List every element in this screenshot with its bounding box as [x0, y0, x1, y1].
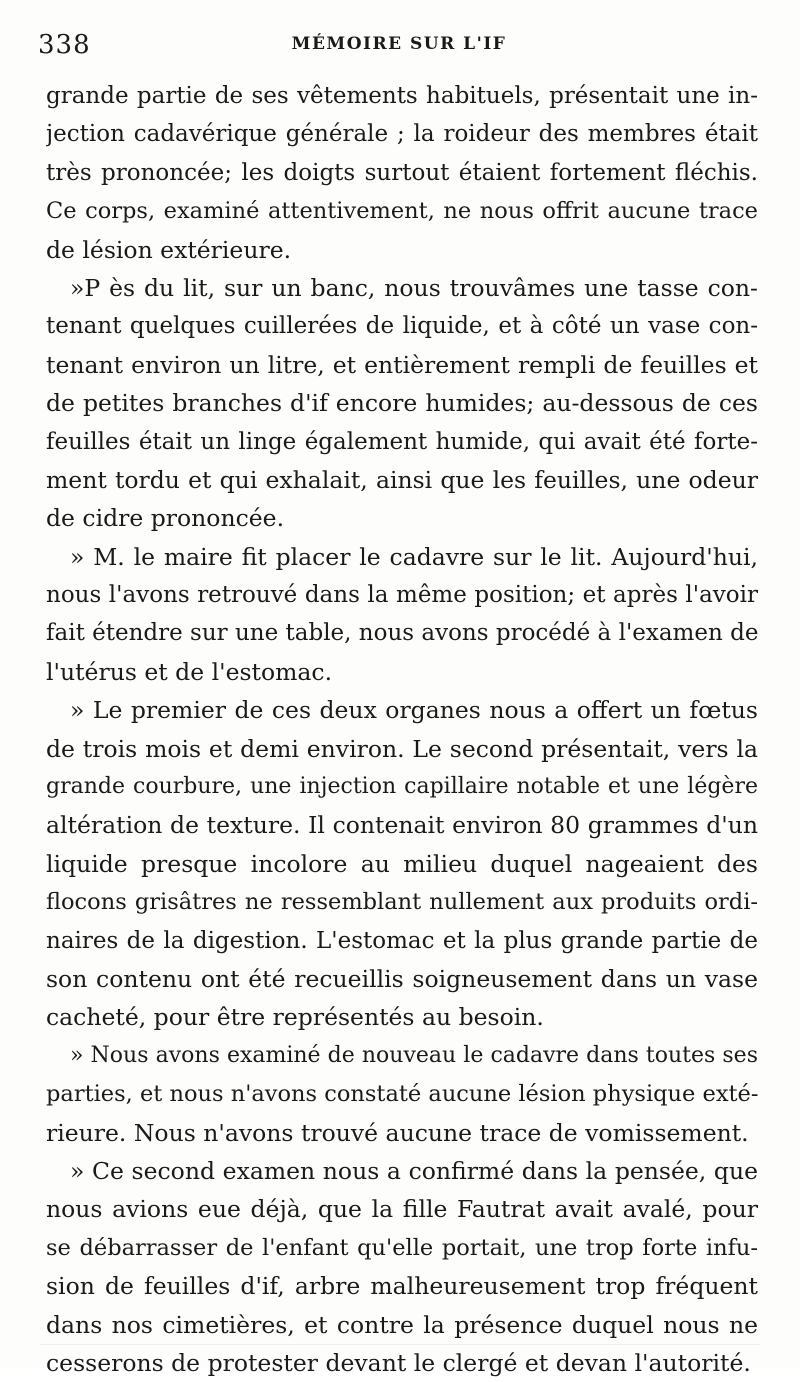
text-line: son contenu ont été recueillis soigneusement dans un vase	[46, 964, 758, 993]
text-line: altération de texture. Il contenait environ 80 grammes d'un	[46, 811, 758, 840]
text-line: liquide presque incolore au milieu duquel nageaient des	[46, 849, 758, 878]
body-text	[46, 77, 758, 1382]
text-line: grande courbure, une injection capillaire notable et une légère	[46, 774, 758, 800]
text-line: dans nos cimetières, et contre la présence duquel nous ne	[46, 1310, 758, 1339]
text-line: ment tordu et qui exhalait, ainsi que les feuilles, une odeur	[46, 465, 758, 494]
page-number: 338	[38, 30, 91, 60]
text-line: se débarrasser de l'enfant qu'elle portait, une trop forte infu-	[46, 1234, 758, 1261]
text-line: flocons grisâtres ne ressemblant nullement aux produits ordi-	[46, 889, 758, 916]
text-line: de trois mois et demi environ. Le second présentait, vers la	[46, 734, 758, 763]
page-footer	[40, 1344, 760, 1365]
text-line: tenant quelques cuillerées de liquide, et à côté un vase con-	[46, 313, 758, 340]
text-line: rieure. Nous n'avons trouvé aucune trace de vomissement.	[46, 1118, 749, 1147]
text-line: de petites branches d'if encore humides; au-dessous de ces	[46, 389, 758, 418]
text-line: » Le premier de ces deux organes nous a offert un fœtus	[70, 696, 758, 725]
text-line: » Ce second examen nous a confirmé dans la pensée, que	[70, 1156, 758, 1185]
text-line: »P ès du lit, sur un banc, nous trouvâmes une tasse con-	[70, 273, 758, 302]
text-line: très prononcée; les doigts surtout étaient fortement fléchis.	[46, 159, 758, 186]
text-line: Ce corps, examiné attentivement, ne nous offrit aucune trace	[46, 198, 758, 225]
text-line: » M. le maire fit placer le cadavre sur le lit. Aujourd'hui,	[70, 542, 758, 571]
text-line: parties, et nous n'avons constaté aucune lésion physique exté-	[46, 1081, 758, 1108]
text-line: nous avions eue déjà, que la fille Fautrat avait avalé, pour	[46, 1195, 758, 1224]
text-line: » Nous avons examiné de nouveau le cadavre dans toutes ses	[70, 1042, 758, 1068]
text-line: cacheté, pour être représentés au besoin.	[46, 1003, 544, 1032]
text-line: feuilles était un linge également humide, qui avait été forte-	[46, 428, 758, 455]
text-line: naires de la digestion. L'estomac et la plus grande partie de	[46, 927, 758, 954]
text-line: de lésion extérieure.	[46, 235, 292, 264]
text-line: grande partie de ses vêtements habituels, présentait une in-	[46, 83, 758, 109]
text-line: l'utérus et de l'estomac.	[46, 657, 333, 686]
text-line: nous l'avons retrouvé dans la même position; et après l'avoir	[46, 582, 758, 609]
text-line: cesserons de protester devant le clergé et devan l'autorité.	[46, 1348, 751, 1377]
page-header	[38, 30, 760, 70]
running-title: MÉMOIRE SUR L'IF	[291, 34, 507, 54]
text-line: fait étendre sur une table, nous avons procédé à l'examen de	[46, 620, 758, 647]
text-line: de cidre prononcée.	[46, 504, 285, 533]
text-line: sion de feuilles d'if, arbre malheureusement trop fréquent	[46, 1272, 758, 1301]
text-line: tenant environ un litre, et entièrement rempli de feuilles et	[46, 350, 758, 379]
text-line: jection cadavérique générale ; la roideur des membres était	[46, 121, 758, 148]
